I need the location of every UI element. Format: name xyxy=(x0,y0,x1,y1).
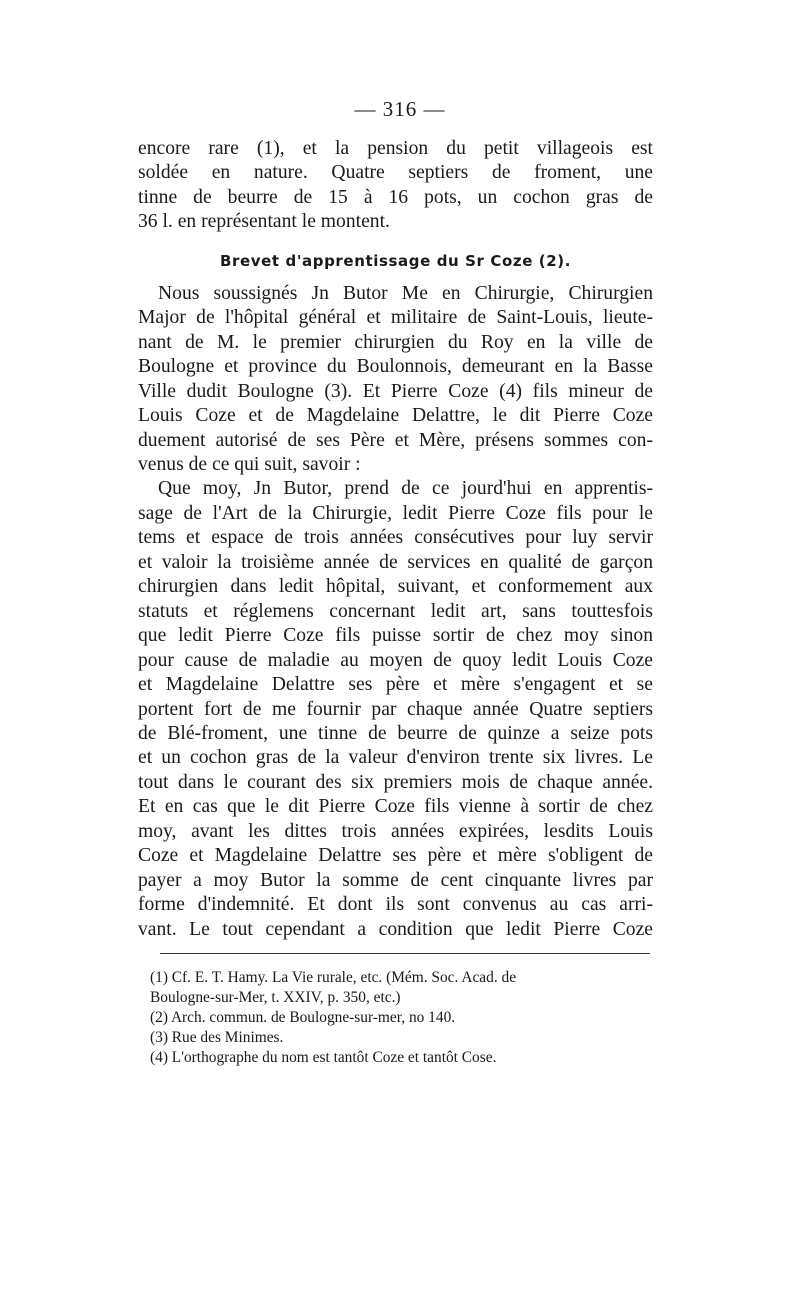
text-line: Coze et Magdelaine Delattre ses père et mère s'obligent de xyxy=(138,845,653,867)
section-heading: Brevet d'apprentissage du Sr Coze (2). xyxy=(219,251,572,270)
text-line: Ville dudit Boulogne (3). Et Pierre Coze (4) fils mineur de xyxy=(138,380,653,402)
text-line: Nous soussignés Jn Butor Me en Chirurgie, Chirurgien xyxy=(158,282,653,304)
text-line: Que moy, Jn Butor, prend de ce jourd'hui en apprentis- xyxy=(158,478,653,500)
text-line: 36 l. en représentant le montent. xyxy=(138,211,390,233)
text-line: duement autorisé de ses Père et Mère, présens sommes con- xyxy=(138,429,653,451)
text-line: soldée en nature. Quatre septiers de froment, une xyxy=(138,162,653,184)
text-line: encore rare (1), et la pension du petit villageois est xyxy=(138,138,653,159)
text-line: Louis Coze et de Magdelaine Delattre, le dit Pierre Coze xyxy=(138,405,653,427)
text-line: et un cochon gras de la valeur d'environ trente six livres. Le xyxy=(138,747,653,769)
text-line: forme d'indemnité. Et dont ils sont convenus au cas arri- xyxy=(138,894,653,916)
text-line: vant. Le tout cependant a condition que ledit Pierre Coze xyxy=(138,918,653,940)
text-line: nant de M. le premier chirurgien du Roy en la ville de xyxy=(138,331,653,353)
text-line: tems et espace de trois années consécutives pour luy servir xyxy=(138,527,653,549)
text-line: pour cause de maladie au moyen de quoy ledit Louis Coze xyxy=(138,649,653,671)
text-line: et valoir la troisième année de services en qualité de garçon xyxy=(138,551,653,573)
footnote-divider xyxy=(160,953,650,954)
text-line: payer a moy Butor la somme de cent cinquante livres par xyxy=(138,869,653,891)
text-line: moy, avant les dittes trois années expirées, lesdits Louis xyxy=(138,820,653,842)
text-line: tinne de beurre de 15 à 16 pots, un cochon gras de xyxy=(138,186,653,208)
text-line: Et en cas que le dit Pierre Coze fils vienne à sortir de chez xyxy=(138,796,653,818)
text-line: et Magdelaine Delattre ses père et mère s'engagent et se xyxy=(138,674,653,696)
footnote: (1) Cf. E. T. Hamy. La Vie rurale, etc. (Mém. Soc. Acad. de xyxy=(150,969,517,986)
text-line: sage de l'Art de la Chirurgie, ledit Pierre Coze fils pour le xyxy=(138,502,653,524)
text-line: venus de ce qui suit, savoir : xyxy=(138,453,361,475)
footnote: (3) Rue des Minimes. xyxy=(150,1029,284,1046)
text-line: chirurgien dans ledit hôpital, suivant, et conformement aux xyxy=(138,576,653,598)
text-line: que ledit Pierre Coze fils puisse sortir de chez moy sinon xyxy=(138,625,653,647)
text-line: Boulogne et province du Boulonnois, demeurant en la Basse xyxy=(138,356,653,378)
body-text xyxy=(138,137,653,942)
footnote: Boulogne-sur-Mer, t. XXIV, p. 350, etc.) xyxy=(150,989,401,1006)
page-number: — 316 — xyxy=(354,97,446,121)
text-line: portent fort de me fournir par chaque année Quatre septiers xyxy=(138,698,653,720)
text-line: statuts et réglemens concernant ledit art, sans touttesfois xyxy=(138,600,653,622)
text-line: de Blé-froment, une tinne de beurre de quinze a seize pots xyxy=(138,722,653,744)
footnotes xyxy=(150,968,655,1068)
text-line: tout dans le courant des six premiers mois de chaque année. xyxy=(138,771,653,793)
footnote: (2) Arch. commun. de Boulogne-sur-mer, no 140. xyxy=(150,1009,456,1026)
footnote: (4) L'orthographe du nom est tantôt Coze et tantôt Cose. xyxy=(150,1049,497,1066)
text-line: Major de l'hôpital général et militaire de Saint-Louis, lieute- xyxy=(138,307,653,329)
